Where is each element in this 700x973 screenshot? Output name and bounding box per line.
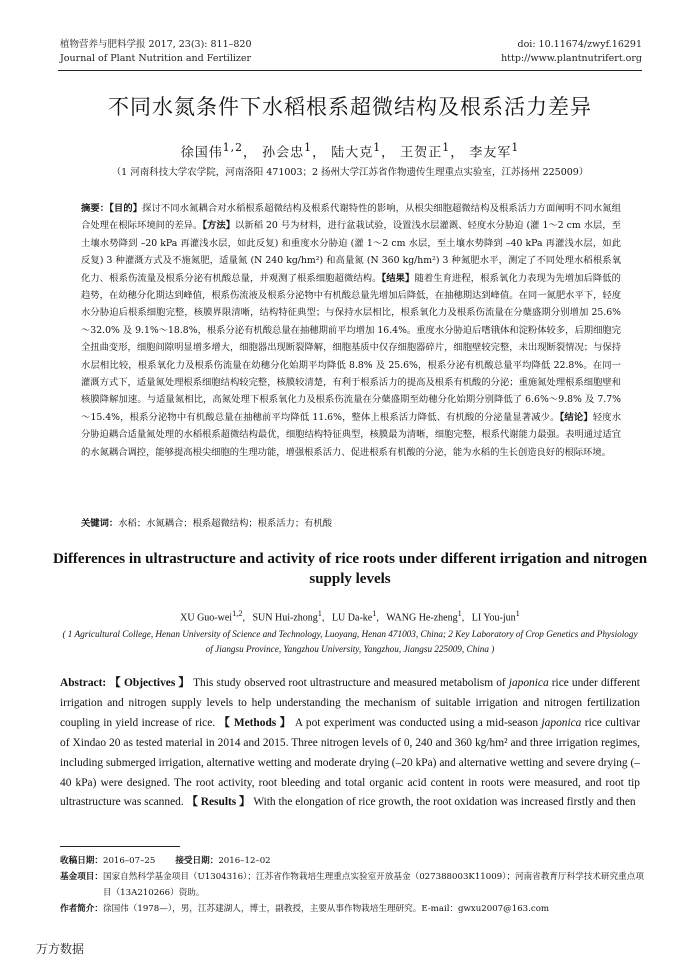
author-name: LI You-jun: [471, 612, 516, 624]
results-label: 【 Results 】: [186, 796, 251, 809]
wanfang-watermark: 万方数据: [36, 942, 85, 956]
result-label: 【结果】: [381, 272, 415, 284]
received-date-label: 收稿日期：: [60, 856, 103, 866]
author-bio-text: 徐国伟（1978—），男，江苏建湖人，博士，副教授，主要从事作物栽培生理研究。E-mail：gwxu2007@163.com: [102, 904, 550, 914]
author-affiliation-mark: 1: [317, 609, 322, 618]
footnote-dates: [60, 853, 650, 869]
received-date: 2016–07–25: [102, 856, 156, 866]
funding-label: 基金项目：: [60, 872, 103, 882]
author-name: 陆大克: [331, 145, 374, 161]
english-abstract: [60, 674, 640, 813]
methods-label: 【 Methods 】: [218, 716, 292, 729]
header-rule: [58, 70, 642, 71]
author-separator: ,: [321, 612, 325, 624]
author-name: 李友军: [469, 145, 512, 161]
conclusion-label: 【结论】: [559, 411, 593, 423]
method-label: 【方法】: [202, 220, 236, 232]
author-separator: ,: [242, 612, 245, 624]
author-name: 徐国伟: [180, 145, 223, 161]
keywords-text: 水稻；水氮耦合；根系超微结构；根系活力；有机酸: [118, 518, 333, 529]
journal-header-right: [501, 38, 642, 66]
author-name: SUN Hui-zhong: [252, 612, 318, 624]
author-separator: ，: [381, 145, 396, 161]
author-affiliation-mark: 1: [511, 141, 520, 154]
objectives-text-cont: rice under different irrigation and nitrogen supply levels to help understanding the mechanism of suitable irrigation and nitrogen fertilization coupling in yield increase of rice.: [60, 677, 640, 729]
author-affiliation-mark: 1: [372, 609, 377, 618]
chinese-keywords: [81, 515, 621, 529]
objectives-text: This study observed root ultrastructure and measured metabolism of: [193, 677, 506, 689]
author-separator: ,: [376, 612, 379, 624]
result-text: 随着生育进程，根系氧化力表现为先增加后降低的趋势，在幼穗分化期达到峰值，根系伤流液及根系分泌物中有机酸总量先增加后降低，在抽穗期达到峰值。在同一氮肥水平下，轻度水分胁迫后根系细胞完整，核膜界限清晰，结构特征典型；与保持水层相比，根系氧化力及根系伤流量在分蘖盛期分别增加 25.6%～32.0% 及 9.1%～18.8%，根系分泌有机酸总量在抽穗期前平均增加 16.4%。重度水分胁迫后嗜锇体和淀粉体较多，后期细胞完全扭曲变形，细胞间隙明显增多增大，细胞器出现断裂降解，细胞基质中仅存细胞器碎片，细胞壁较完整，未出现断裂情况；与保持水层相比较，根系氧化力及根系伤流量在幼穗分化始期平均降低 8.8% 及 25.6%，根系分泌有机酸总量平均降低 22.8%。在同一灌溉方式下，适量氮处理根系细胞结构较完整，核膜较清楚，有利于根系活力的提高及根系有机酸的分泌；重施氮处理根系细胞壁和核膜降解加速。与适量氮相比，高氮处理下根系氧化力及根系伤流量在分蘖盛期至幼穗分化始期分别降低了 6.6%～9.8% 及 7.7%～15.4%，根系分泌物中有机酸总量在抽穗前平均降低 11.6%，整体上根系活力降低、有机酸的分泌量显著减少。: [81, 272, 621, 423]
journal-citation-cn: 植物营养与肥料学报 2017, 23(3): 811–820: [60, 39, 252, 50]
results-text: With the elongation of rice growth, the root oxidation was increased firstly and then: [253, 796, 636, 809]
abstract-label: Abstract:: [60, 677, 107, 689]
author-name: XU Guo-wei: [180, 612, 233, 624]
author-separator: ，: [450, 145, 465, 161]
objective-label: 【目的】: [109, 203, 143, 214]
author-affiliation-mark: 1: [515, 609, 520, 618]
author-separator: ,: [461, 612, 465, 624]
doi: doi: 10.11674/zwyf.16291: [517, 39, 642, 50]
keywords-label: 关键词：: [81, 518, 119, 529]
japonica-term: japonica: [541, 716, 582, 729]
footnote-author-bio: [60, 901, 650, 917]
chinese-title: 不同水氮条件下水稻根系超微结构及根系活力差异: [108, 95, 592, 119]
abstract-label: 摘要：: [81, 203, 110, 214]
funding-text: 国家自然科学基金项目（U1304316）；江苏省作物栽培生理重点实验室开放基金（027388003K11009）；河南省教育厅科学技术研究重点项目（13A210266）资助。: [102, 872, 644, 898]
author-separator: ，: [243, 145, 258, 161]
methods-text-cont: rice cultivar of Xindao 20 as tested material in 2014 and 2015. Three nitrogen levels of 0, 240 and 360 kg/hm² and three irrigation regimes, including submerged irrigation, alternative wetting and moderate drying (–20 kPa) and alternative wetting and severe drying (–40 kPa) were designed. The root activity, root bleeding and total organic acid content in roots were measured, and root tip ultrastructure was scanned.: [60, 716, 641, 809]
author-affiliation-mark: 1,2: [232, 609, 243, 618]
author-name: 王贺正: [400, 145, 443, 161]
author-name: 孙会忠: [262, 145, 305, 161]
author-affiliation-mark: 1: [442, 141, 451, 154]
author-name: LU Da-ke: [331, 612, 373, 624]
accepted-date-label: 接受日期：: [175, 856, 219, 866]
author-separator: ，: [312, 145, 327, 161]
chinese-affiliation: （1 河南科技大学农学院，河南洛阳 471003；2 扬州大学江苏省作物遗传生理重点实验室，江苏扬州 225009）: [111, 167, 589, 178]
conclusion-text: 轻度水分胁迫耦合适量氮处理的水稻根系超微结构最优，细胞结构特征典型，核膜最为清晰，细胞完整，根系代谢能力最强。表明通过适宜的水氮耦合调控，能够提高根尖细胞的生理功能，增强根系活力、促进根系有机酸的分泌，能为水稻的生长创造良好的根际环境。: [81, 411, 621, 458]
objectives-label: 【 Objectives 】: [109, 677, 190, 689]
chinese-authors: [40, 141, 660, 160]
methods-text: A pot experiment was conducted using a mid-season: [294, 716, 539, 729]
method-text: 以新稻 20 号为材料，进行盆栽试验，设置浅水层灌溉、轻度水分胁迫 (灌 1～2 cm 水层，至土壤水势降到 –20 kPa 再灌浅水层，如此反复) 和重度水分胁迫 (灌 1～2 cm 水层，至土壤水势降到 –40 kPa 再灌浅水层，如此反复) 3 种灌溉方式及不施氮肥，适量氮 (N 240 kg/hm²) 和高量氮 (N 360 kg/hm²) 3 种氮肥水平，测定了不同处理水稻根系氧化力、根系伤流量及根系分泌有机酸总量，并观测了根系细胞超微结构。: [81, 220, 621, 284]
author-affiliation-mark: 1: [457, 609, 462, 618]
english-authors: [40, 609, 660, 623]
author-affiliation-mark: 1: [373, 141, 382, 154]
author-affiliation-mark: 1,2: [222, 141, 243, 154]
author-name: WANG He-zheng: [386, 612, 458, 624]
footnote-funding: [60, 869, 650, 901]
author-bio-label: 作者简介：: [60, 904, 103, 914]
accepted-date: 2016–12–02: [218, 856, 271, 866]
objective-text: 探讨不同水氮耦合对水稻根系超微结构及根系代谢特性的影响，从根尖细胞超微结构及根系活力方面阐明不同水氮组合处理在根际环境间的差异。: [81, 203, 621, 232]
footnotes: [60, 853, 650, 917]
chinese-abstract: [81, 200, 621, 461]
english-affiliation: ( 1 Agricultural College, Henan University of Science and Technology, Luoyang, Henan 471003, China; 2 Key Laboratory of Crop Genetics and Physiology of Jiangsu Province, Yangzhou University, Yangzhou, Jiangsu 225009, China ): [62, 629, 638, 654]
journal-url[interactable]: http://www.plantnutrifert.org: [501, 53, 642, 64]
journal-header-left: [60, 38, 252, 66]
japonica-term: japonica: [508, 677, 549, 689]
english-title: Differences in ultrastructure and activity of rice roots under different irrigation and nitrogen supply levels: [52, 551, 648, 587]
footnote-rule: [60, 846, 180, 847]
author-affiliation-mark: 1: [304, 141, 313, 154]
journal-name-en: Journal of Plant Nutrition and Fertilizer: [60, 53, 252, 64]
